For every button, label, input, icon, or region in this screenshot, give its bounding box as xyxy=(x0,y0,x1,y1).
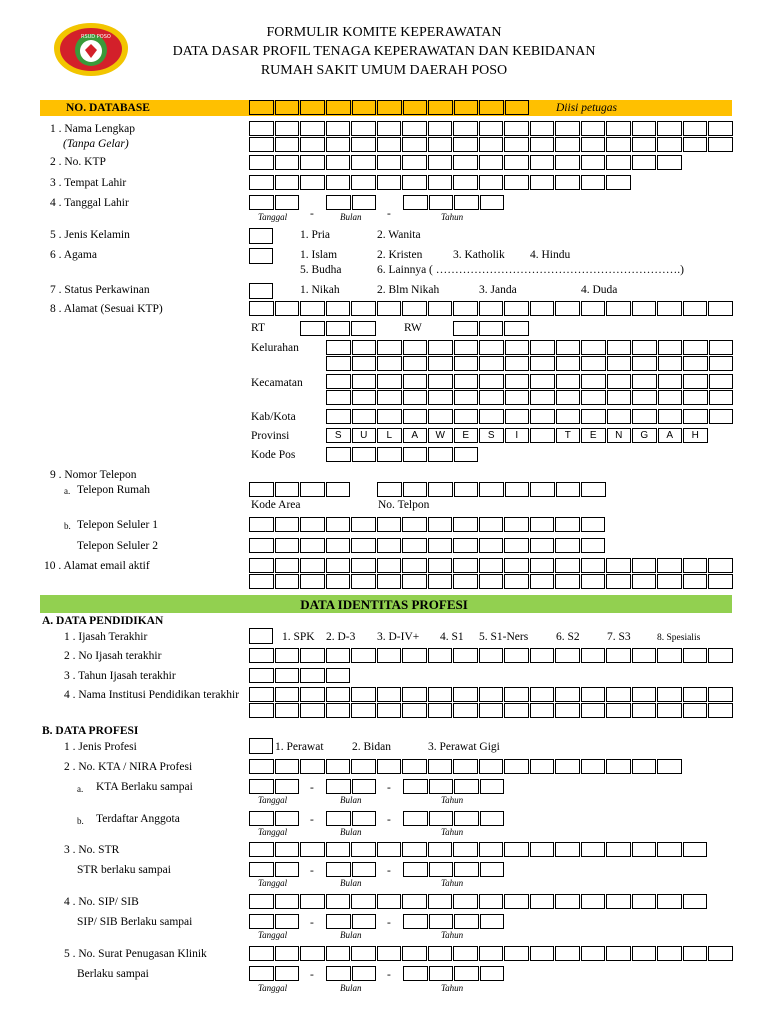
tanggal-caption: Tanggal xyxy=(258,878,288,888)
label-sip-berlaku: SIP/ SIB Berlaku sampai xyxy=(77,916,193,928)
label-rw: RW xyxy=(404,322,422,334)
institusi-field-row2[interactable] xyxy=(249,703,734,718)
tahun-caption: Tahun xyxy=(441,930,464,940)
kta-month[interactable] xyxy=(326,779,377,794)
form-title: FORMULIR KOMITE KEPERAWATAN xyxy=(266,25,502,40)
agama-option: 1. Islam xyxy=(300,249,338,261)
database-field[interactable] xyxy=(479,100,530,115)
date-dash: - xyxy=(387,814,391,826)
label-surat-berlaku: Berlaku sampai xyxy=(77,968,149,980)
svg-text:RSUD POSO: RSUD POSO xyxy=(81,34,111,40)
label-alamat: 8 . Alamat (Sesuai KTP) xyxy=(50,303,163,315)
ijasah-option: 1. SPK xyxy=(282,631,315,643)
status-perkawinan-box[interactable] xyxy=(249,283,273,299)
jk-option: 1. Pria xyxy=(300,229,331,241)
profesi-option: 1. Perawat xyxy=(275,741,324,753)
ijasah-option: 2. D-3 xyxy=(326,631,356,643)
surat-day[interactable] xyxy=(249,966,300,981)
hospital-name: RUMAH SAKIT UMUM DAERAH POSO xyxy=(260,63,508,78)
sip-field[interactable] xyxy=(249,894,708,909)
tanggal-caption: Tanggal xyxy=(258,212,288,222)
tahun-caption: Tahun xyxy=(441,212,464,222)
kawin-option: 3. Janda xyxy=(479,284,517,296)
bulan-caption: Bulan xyxy=(340,930,362,940)
kabkota-field-row1[interactable] xyxy=(326,409,734,424)
nama-field-row1[interactable] xyxy=(249,121,734,136)
kelurahan-field-row1[interactable] xyxy=(326,340,734,355)
provinsi-letter: E xyxy=(454,428,479,443)
label-telepon-rumah: Telepon Rumah xyxy=(77,484,150,496)
email-field-row2[interactable] xyxy=(249,574,734,589)
label-no-ijasah: 2 . No Ijasah terakhir xyxy=(64,650,162,662)
kawin-option: 1. Nikah xyxy=(300,284,340,296)
tahun-caption: Tahun xyxy=(441,878,464,888)
terdaftar-year[interactable] xyxy=(403,811,505,826)
tempat-lahir-field[interactable] xyxy=(249,175,632,190)
database-field[interactable] xyxy=(249,100,326,115)
date-dash: - xyxy=(310,814,314,826)
label-email: 10 . Alamat email aktif xyxy=(44,560,150,572)
kecamatan-field-row2[interactable] xyxy=(326,390,734,405)
agama-box[interactable] xyxy=(249,248,273,264)
form-subtitle: DATA DASAR PROFIL TENAGA KEPERAWATAN DAN KEBIDANAN xyxy=(172,44,596,59)
sip-month[interactable] xyxy=(326,914,377,929)
tahun-caption: Tahun xyxy=(441,795,464,805)
rw-field[interactable] xyxy=(453,321,530,336)
pendidikan-heading: A. DATA PENDIDIKAN xyxy=(42,615,164,627)
provinsi-letter: S xyxy=(326,428,351,443)
str-field[interactable] xyxy=(249,842,708,857)
label-seluler2: Telepon Seluler 2 xyxy=(77,540,158,552)
tanggal-caption: Tanggal xyxy=(258,983,288,993)
profesi-option: 2. Bidan xyxy=(352,741,391,753)
provinsi-letter: L xyxy=(377,428,402,443)
kecamatan-field-row1[interactable] xyxy=(326,374,734,389)
alamat-field[interactable] xyxy=(249,301,734,316)
date-dash: - xyxy=(387,208,391,220)
provinsi-letter: W xyxy=(428,428,453,443)
bulan-caption: Bulan xyxy=(340,878,362,888)
agama-option: 3. Katholik xyxy=(453,249,505,261)
label-ktp: 2 . No. KTP xyxy=(50,156,106,168)
tanggal-caption: Tanggal xyxy=(258,827,288,837)
sip-year[interactable] xyxy=(403,914,505,929)
ijasah-option: 4. S1 xyxy=(440,631,464,643)
date-dash: - xyxy=(387,865,391,877)
label-tanggal-lahir: 4 . Tanggal Lahir xyxy=(50,197,129,209)
agama-option: 5. Budha xyxy=(300,264,342,276)
jk-option: 2. Wanita xyxy=(377,229,421,241)
str-day[interactable] xyxy=(249,862,300,877)
label-provinsi: Provinsi xyxy=(251,430,290,442)
label-kta-berlaku: KTA Berlaku sampai xyxy=(96,781,193,793)
tahun-caption: Tahun xyxy=(441,983,464,993)
date-dash: - xyxy=(387,782,391,794)
surat-month[interactable] xyxy=(326,966,377,981)
label-sip: 4 . No. SIP/ SIB xyxy=(64,896,139,908)
kta-day[interactable] xyxy=(249,779,300,794)
kta-field[interactable] xyxy=(249,759,683,774)
provinsi-letter: S xyxy=(479,428,504,443)
agama-option: 6. Lainnya ( ……………………………………………………….) xyxy=(377,264,684,276)
label-terdaftar: Terdaftar Anggota xyxy=(96,813,180,825)
profesi-bar-title: DATA IDENTITAS PROFESI xyxy=(300,597,468,612)
profesi-option: 3. Perawat Gigi xyxy=(428,741,500,753)
provinsi-field[interactable] xyxy=(326,428,709,443)
provinsi-letter: A xyxy=(403,428,428,443)
sub-letter: b. xyxy=(64,521,71,531)
provinsi-letter: E xyxy=(581,428,606,443)
institusi-field-row1[interactable] xyxy=(249,687,734,702)
provinsi-letter: H xyxy=(683,428,708,443)
date-dash: - xyxy=(387,969,391,981)
terdaftar-day[interactable] xyxy=(249,811,300,826)
label-status-perkawinan: 7 . Status Perkawinan xyxy=(50,284,150,296)
database-label: NO. DATABASE xyxy=(66,102,150,114)
tanggal-lahir-day[interactable] xyxy=(249,195,300,210)
bulan-caption: Bulan xyxy=(340,983,362,993)
tanggal-lahir-year[interactable] xyxy=(403,195,505,210)
provinsi-letter xyxy=(530,428,555,443)
label-jenis-kelamin: 5 . Jenis Kelamin xyxy=(50,229,130,241)
provinsi-letter: U xyxy=(352,428,377,443)
surat-year[interactable] xyxy=(403,966,505,981)
seluler1-field[interactable] xyxy=(249,517,606,532)
date-dash: - xyxy=(387,917,391,929)
provinsi-letter: I xyxy=(505,428,530,443)
ijasah-box[interactable] xyxy=(249,628,273,644)
label-seluler1: Telepon Seluler 1 xyxy=(77,519,158,531)
seluler2-field[interactable] xyxy=(249,538,606,553)
kawin-option: 2. Blm Nikah xyxy=(377,284,440,296)
label-ijasah: 1 . Ijasah Terakhir xyxy=(64,631,148,643)
tanggal-lahir-month[interactable] xyxy=(326,195,377,210)
label-agama: 6 . Agama xyxy=(50,249,97,261)
kode-area-field[interactable] xyxy=(249,482,351,497)
no-telpon-field[interactable] xyxy=(377,482,607,497)
label-surat: 5 . No. Surat Penugasan Klinik xyxy=(64,948,207,960)
date-dash: - xyxy=(310,865,314,877)
sip-day[interactable] xyxy=(249,914,300,929)
sub-letter: a. xyxy=(64,486,71,496)
terdaftar-month[interactable] xyxy=(326,811,377,826)
profesi-heading: B. DATA PROFESI xyxy=(42,725,139,737)
agama-option: 4. Hindu xyxy=(530,249,571,261)
label-kta: 2 . No. KTA / NIRA Profesi xyxy=(64,761,193,773)
date-dash: - xyxy=(310,969,314,981)
database-note: Diisi petugas xyxy=(556,102,618,114)
provinsi-letter: N xyxy=(607,428,632,443)
tanggal-caption: Tanggal xyxy=(258,795,288,805)
label-no-telpon: No. Telpon xyxy=(378,499,430,511)
bulan-caption: Bulan xyxy=(340,212,362,222)
provinsi-letter: A xyxy=(658,428,683,443)
database-field[interactable] xyxy=(326,100,479,115)
date-dash: - xyxy=(310,782,314,794)
sub-letter: a. xyxy=(77,784,84,794)
provinsi-letter: T xyxy=(556,428,581,443)
ijasah-option: 3. D-IV+ xyxy=(377,631,420,643)
label-nama: 1 . Nama Lengkap xyxy=(50,123,135,135)
kode-pos-field[interactable] xyxy=(326,447,479,462)
ijasah-option: 6. S2 xyxy=(556,631,580,643)
rt-field[interactable] xyxy=(300,321,377,336)
bulan-caption: Bulan xyxy=(340,827,362,837)
kelurahan-field-row2[interactable] xyxy=(326,356,734,371)
label-str-berlaku: STR berlaku sampai xyxy=(77,864,171,876)
label-kabkota: Kab/Kota xyxy=(251,411,296,423)
tahun-ijasah-field[interactable] xyxy=(249,668,351,683)
kta-year[interactable] xyxy=(403,779,505,794)
label-kode-area: Kode Area xyxy=(251,499,301,511)
ijasah-option: 8. Spesialis xyxy=(657,633,701,643)
agama-option: 2. Kristen xyxy=(377,249,423,261)
ijasah-option: 5. S1-Ners xyxy=(479,631,529,643)
no-ijasah-field[interactable] xyxy=(249,648,734,663)
kawin-option: 4. Duda xyxy=(581,284,618,296)
bulan-caption: Bulan xyxy=(340,795,362,805)
jenis-kelamin-box[interactable] xyxy=(249,228,273,244)
label-str: 3 . No. STR xyxy=(64,844,120,856)
label-kecamatan: Kecamatan xyxy=(251,377,303,389)
str-month[interactable] xyxy=(326,862,377,877)
nama-field-row2[interactable] xyxy=(249,137,734,152)
label-jenis-profesi: 1 . Jenis Profesi xyxy=(64,741,137,753)
date-dash: - xyxy=(310,208,314,220)
label-tanpa-gelar: (Tanpa Gelar) xyxy=(63,138,129,150)
ktp-field[interactable] xyxy=(249,155,683,170)
date-dash: - xyxy=(310,917,314,929)
sub-letter: b. xyxy=(77,816,84,826)
email-field-row1[interactable] xyxy=(249,558,734,573)
provinsi-letter: G xyxy=(632,428,657,443)
label-rt: RT xyxy=(251,322,266,334)
label-kode-pos: Kode Pos xyxy=(251,449,296,461)
label-telepon: 9 . Nomor Telepon xyxy=(50,469,137,481)
tahun-caption: Tahun xyxy=(441,827,464,837)
ijasah-option: 7. S3 xyxy=(607,631,631,643)
surat-field[interactable] xyxy=(249,946,734,961)
tanggal-caption: Tanggal xyxy=(258,930,288,940)
label-kelurahan: Kelurahan xyxy=(251,342,299,354)
label-tahun-ijasah: 3 . Tahun Ijasah terakhir xyxy=(64,670,176,682)
label-tempat-lahir: 3 . Tempat Lahir xyxy=(50,177,127,189)
label-institusi: 4 . Nama Institusi Pendidikan terakhir xyxy=(64,689,240,701)
str-year[interactable] xyxy=(403,862,505,877)
jenis-profesi-box[interactable] xyxy=(249,738,273,754)
